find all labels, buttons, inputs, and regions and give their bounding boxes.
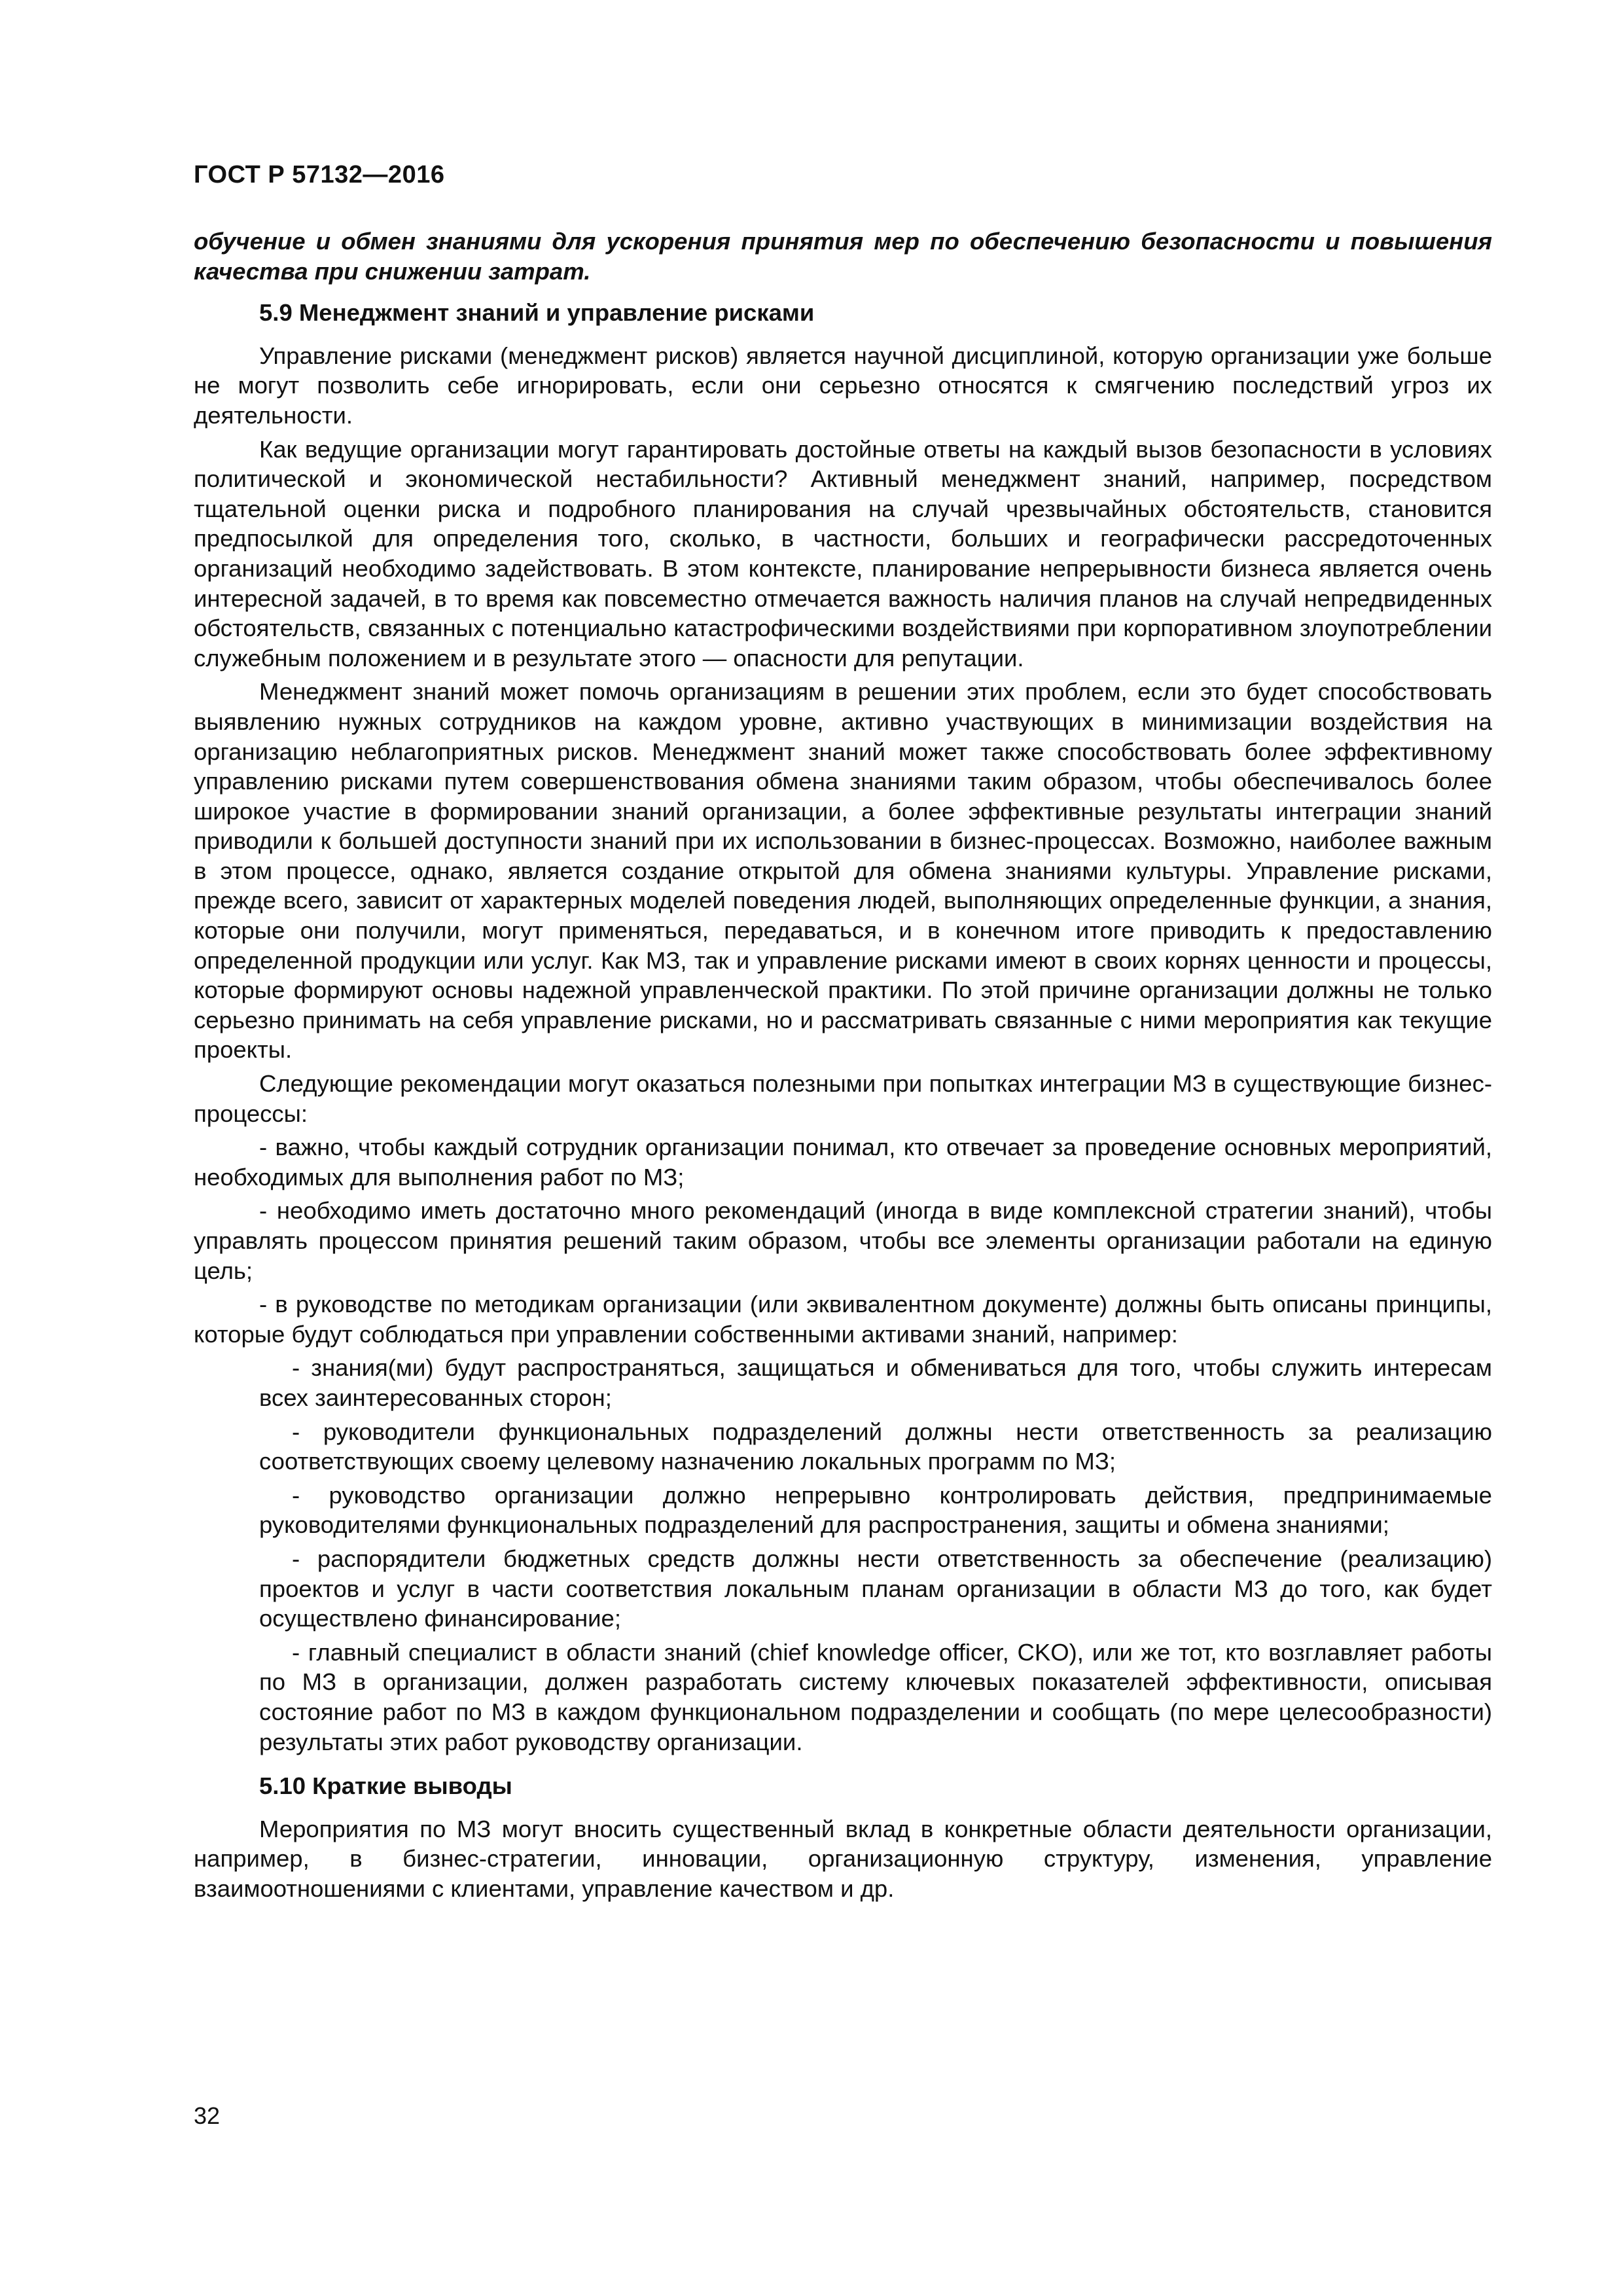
intro-text: обучение и обмен знаниями для ускорения принятия мер по обеспечению безопасности и повышения качества при снижении затрат. — [194, 228, 1492, 285]
section-heading-5-9: 5.9 Менеджмент знаний и управление рисками — [259, 299, 815, 327]
sub-list-item: - главный специалист в области знаний (chief knowledge officer, CKO), или же тот, кто возглавляет работы по МЗ в организации, должен разработать систему ключевых показателей эффективности, описывая состояние работ по МЗ в каждом функциональном подразделении и сообщать (по мере целесообразности) результаты этих работ руководству организации. — [259, 1638, 1492, 1755]
section-heading-5-10: 5.10 Краткие выводы — [259, 1772, 512, 1800]
list-item: - в руководстве по методикам организации (или эквивалентном документе) должны быть описаны принципы, которые будут соблюдаться при управлении собственными активами знаний, например: — [194, 1291, 1492, 1348]
paragraph: Мероприятия по МЗ могут вносить существенный вклад в конкретные области деятельности организации, например, в бизнес-стратегии, инновации, организационную структуру, изменения, управление взаимоотношениями с клиентами, управление качеством и др. — [194, 1815, 1492, 1902]
paragraph: Следующие рекомендации могут оказаться полезными при попытках интеграции МЗ в существующие бизнес-процессы: — [194, 1070, 1492, 1127]
paragraph: Менеджмент знаний может помочь организациям в решении этих проблем, если это будет способствовать выявлению нужных сотрудников на каждом уровне, активно участвующих в минимизации воздействия на организацию неблагоприятных рисков. Менеджмент знаний может также способствовать более эффективному управлению рисками путем совершенствования обмена знаниями таким образом, чтобы обеспечивалось более широкое участие в формировании знаний организации, а более эффективные результаты интеграции знаний приводили к большей доступности знаний при их использовании в бизнес-процессах. Возможно, наиболее важным в этом процессе, однако, является создание открытой для обмена знаниями культуры. Управление рисками, прежде всего, зависит от характерных моделей поведения людей, выполняющих определенные функции, а знания, которые они получили, могут применяться, передаваться, и в конечном итоге приводить к предоставлению определенной продукции или услуг. Как МЗ, так и управление рисками имеют в своих корнях ценности и процессы, которые формируют основы надежной управленческой практики. По этой причине организации должны не только серьезно принимать на себя управление рисками, но и рассматривать связанные с ними мероприятия как текущие проекты. — [194, 678, 1492, 1064]
document-id-header: ГОСТ Р 57132—2016 — [194, 161, 445, 188]
sub-list-item: - руководство организации должно непрерывно контролировать действия, предпринимаемые руководителями функциональных подразделений для распространения, защиты и обмена знаниями; — [259, 1481, 1492, 1539]
sub-list-item: - руководители функциональных подразделений должны нести ответственность за реализацию соответствующих своему целевому назначению локальных программ по МЗ; — [259, 1418, 1492, 1475]
sub-list-item: - распорядители бюджетных средств должны нести ответственность за обеспечение (реализацию) проектов и услуг в части соответствия локальным планам организации в области МЗ до того, как будет осуществлено финансирование; — [259, 1545, 1492, 1632]
paragraph: Как ведущие организации могут гарантировать достойные ответы на каждый вызов безопасности в условиях политической и экономической нестабильности? Активный менеджмент знаний, например, посредством тщательной оценки риска и подробного планирования на случай чрезвычайных обстоятельств, становится предпосылкой для определения того, сколько, в частности, больших и географически рассредоточенных организаций необходимо задействовать. В этом контексте, планирование непрерывности бизнеса является очень интересной задачей, в то время как повсеместно отмечается важность наличия планов на случай непредвиденных обстоятельств, связанных с потенциально катастрофическими воздействиями при корпоративном злоупотреблении служебным положением и в результате этого — опасности для репутации. — [194, 435, 1492, 672]
page-number: 32 — [194, 2102, 221, 2129]
sub-list-item: - знания(ми) будут распространяться, защищаться и обмениваться для того, чтобы служить интересам всех заинтересованных сторон; — [259, 1354, 1492, 1411]
list-item: - важно, чтобы каждый сотрудник организации понимал, кто отвечает за проведение основных мероприятий, необходимых для выполнения работ по МЗ; — [194, 1134, 1492, 1191]
list-item: - необходимо иметь достаточно много рекомендаций (иногда в виде комплексной стратегии знаний), чтобы управлять процессом принятия решений таким образом, чтобы все элементы организации работали на единую цель; — [194, 1197, 1492, 1284]
document-body — [194, 226, 1492, 1903]
paragraph: Управление рисками (менеджмент рисков) является научной дисциплиной, которую организации уже больше не могут позволить себе игнорировать, если они серьезно относятся к смягчению последствий угроз их деятельности. — [194, 342, 1492, 429]
